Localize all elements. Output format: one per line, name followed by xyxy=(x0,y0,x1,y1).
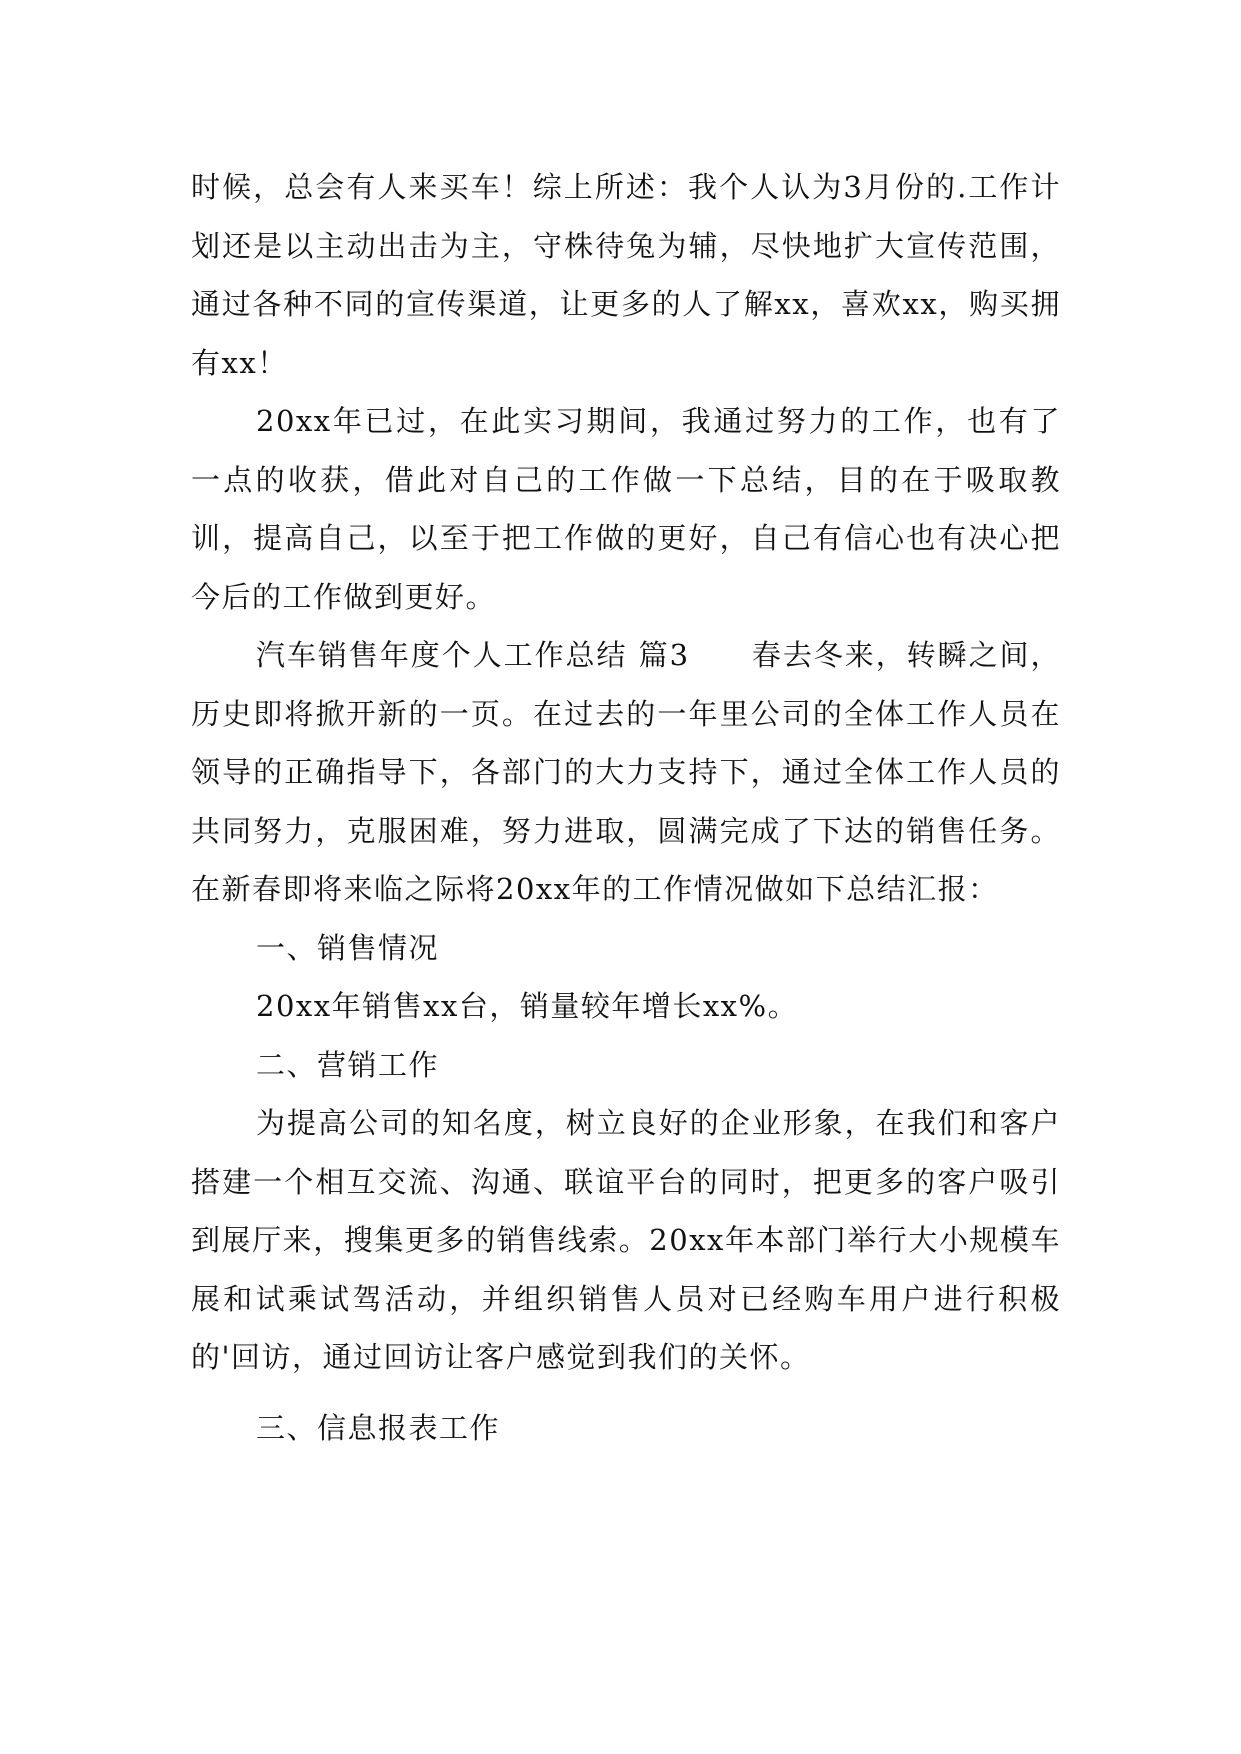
paragraph-internship-summary: 20xx年已过，在此实习期间，我通过努力的工作，也有了一点的收获，借此对自己的工作做一下总结，目的在于吸取教训，提高自己，以至于把工作做的更好，自己有信心也有决心把今后的工作做到更好。 xyxy=(191,404,1061,614)
heading-sales-situation: 一、销售情况 xyxy=(256,930,440,965)
paragraph-spacer xyxy=(191,1387,1061,1399)
paragraph-section-3-intro: 汽车销售年度个人工作总结 篇3 春去冬来，转瞬之间，历史即将掀开新的一页。在过去的一年里公司的全体工作人员在领导的正确指导下，各部门的大力支持下，通过全体工作人员的共同努力，克服困难，努力进取，圆满完成了下达的销售任务。在新春即将来临之际将20xx年的工作情况做如下总结汇报： xyxy=(191,638,1061,906)
paragraph-closing-plan: 时候，总会有人来买车！综上所述：我个人认为3月份的.工作计划还是以主动出击为主，守株待兔为辅，尽快地扩大宣传范围，通过各种不同的宣传渠道，让更多的人了解xx，喜欢xx，购买拥有xx！ xyxy=(191,170,1061,380)
paragraph-marketing-details: 为提高公司的知名度，树立良好的企业形象，在我们和客户搭建一个相互交流、沟通、联谊平台的同时，把更多的客户吸引到展厅来，搜集更多的销售线索。20xx年本部门举行大小规模车展和试乘试驾活动，并组织销售人员对已经购车用户进行积极的'回访，通过回访让客户感觉到我们的关怀。 xyxy=(191,1106,1061,1374)
heading-info-reports: 三、信息报表工作 xyxy=(256,1410,501,1445)
document-body xyxy=(191,158,1061,1457)
paragraph-sales-figures: 20xx年销售xx台，销量较年增长xx%。 xyxy=(256,989,799,1023)
heading-marketing-work: 二、营销工作 xyxy=(256,1047,440,1082)
